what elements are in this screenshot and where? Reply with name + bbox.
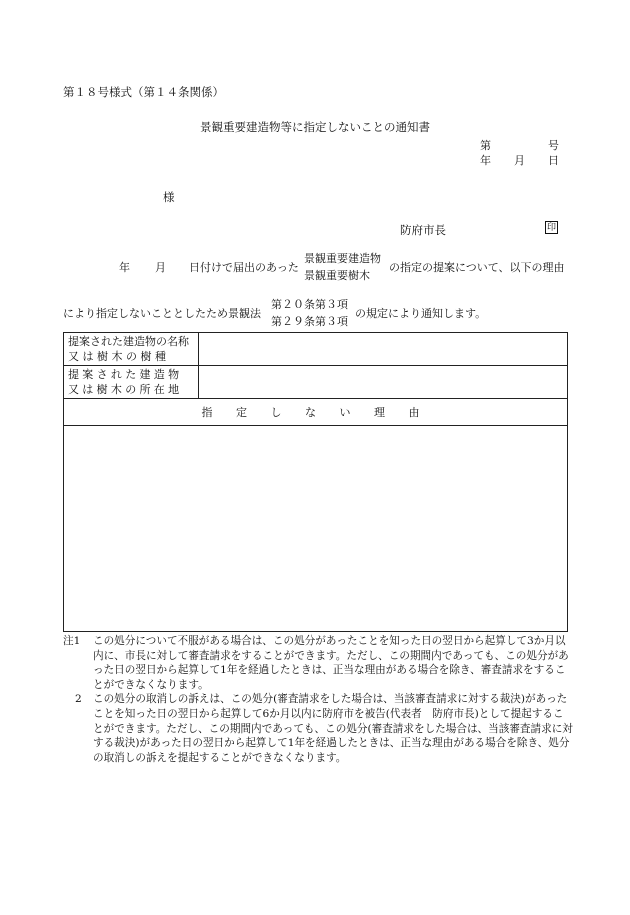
location-label-line1: 提案された建造物 bbox=[68, 368, 183, 381]
option-tree: 景観重要樹木 bbox=[304, 269, 370, 282]
note-1-text: この処分について不服がある場合は、この処分があったことを知った日の翌日から起算して3か月以内に、市長に対して審査請求をすることができます。ただし、この期間内であっても、この処分があった日の翌日から起算して1年を経過したときは、正当な理由がある場合を除き、審査請求をすることができなくなります。 bbox=[93, 635, 569, 691]
note-2-text: この処分の取消しの訴えは、この処分(審査請求をした場合は、当該審査請求に対する裁決)があったことを知った日の翌日から起算して6か月以内に防府市を被告(代表者 防府市長)として提起することができます。ただし、この期間内であっても、この処分(審査請求をした場合は、当該審査請求に対する裁決)があった日の翌日から起算して1年を経過したときは、正当な理由がある場合を除き、処分の取消しの訴えを提起することができなくなります。 bbox=[93, 693, 573, 764]
option-building: 景観重要建造物 bbox=[304, 252, 381, 265]
law-article-20: 第２０条第３項 bbox=[271, 298, 348, 311]
note-1-number: 注1 bbox=[63, 635, 81, 647]
location-value[interactable] bbox=[199, 366, 568, 399]
building-name-label-line2: 又 は 樹 木 の 樹 種 bbox=[68, 350, 166, 363]
issuer-name: 防府市長 bbox=[400, 223, 446, 237]
reason-header: 指 定 し な い 理 由 bbox=[64, 399, 568, 426]
note-2 bbox=[63, 692, 573, 765]
location-label bbox=[64, 366, 199, 399]
law-article-29: 第２９条第３項 bbox=[271, 315, 348, 328]
sentence-line2-suffix: の規定により通知します。 bbox=[355, 307, 487, 320]
date-month: 月 bbox=[514, 154, 525, 167]
number-prefix: 第 bbox=[480, 139, 491, 152]
sentence-date-clause: 日付けで届出のあった bbox=[189, 261, 299, 274]
sentence-after-options: の指定の提案について、以下の理由 bbox=[389, 261, 565, 274]
notes-section bbox=[63, 634, 573, 765]
building-name-label bbox=[64, 333, 199, 366]
date-year: 年 bbox=[480, 154, 491, 167]
sentence-year: 年 bbox=[119, 261, 130, 274]
location-label-line2: 又は樹木の所在地 bbox=[68, 383, 183, 396]
document-title: 景観重要建造物等に指定しないことの通知書 bbox=[200, 120, 430, 134]
sentence-line2-prefix: により指定しないこととしたため景観法 bbox=[63, 307, 261, 320]
building-name-value[interactable] bbox=[199, 333, 568, 366]
form-number: 第１８号様式（第１４条関係） bbox=[63, 85, 224, 99]
sentence-line-1 bbox=[0, 250, 630, 282]
sentence-month: 月 bbox=[155, 261, 166, 274]
note-1 bbox=[63, 634, 573, 692]
addressee-suffix: 様 bbox=[163, 190, 175, 204]
number-suffix: 号 bbox=[548, 139, 559, 152]
building-name-label-line1: 提案された建造物の名称 bbox=[68, 335, 189, 348]
date-day: 日 bbox=[548, 154, 559, 167]
sentence-line-2 bbox=[0, 296, 630, 328]
proposal-table bbox=[63, 332, 568, 632]
reason-body[interactable] bbox=[64, 426, 568, 632]
note-2-number: 2 bbox=[75, 693, 82, 706]
seal-icon: 印 bbox=[546, 223, 556, 233]
